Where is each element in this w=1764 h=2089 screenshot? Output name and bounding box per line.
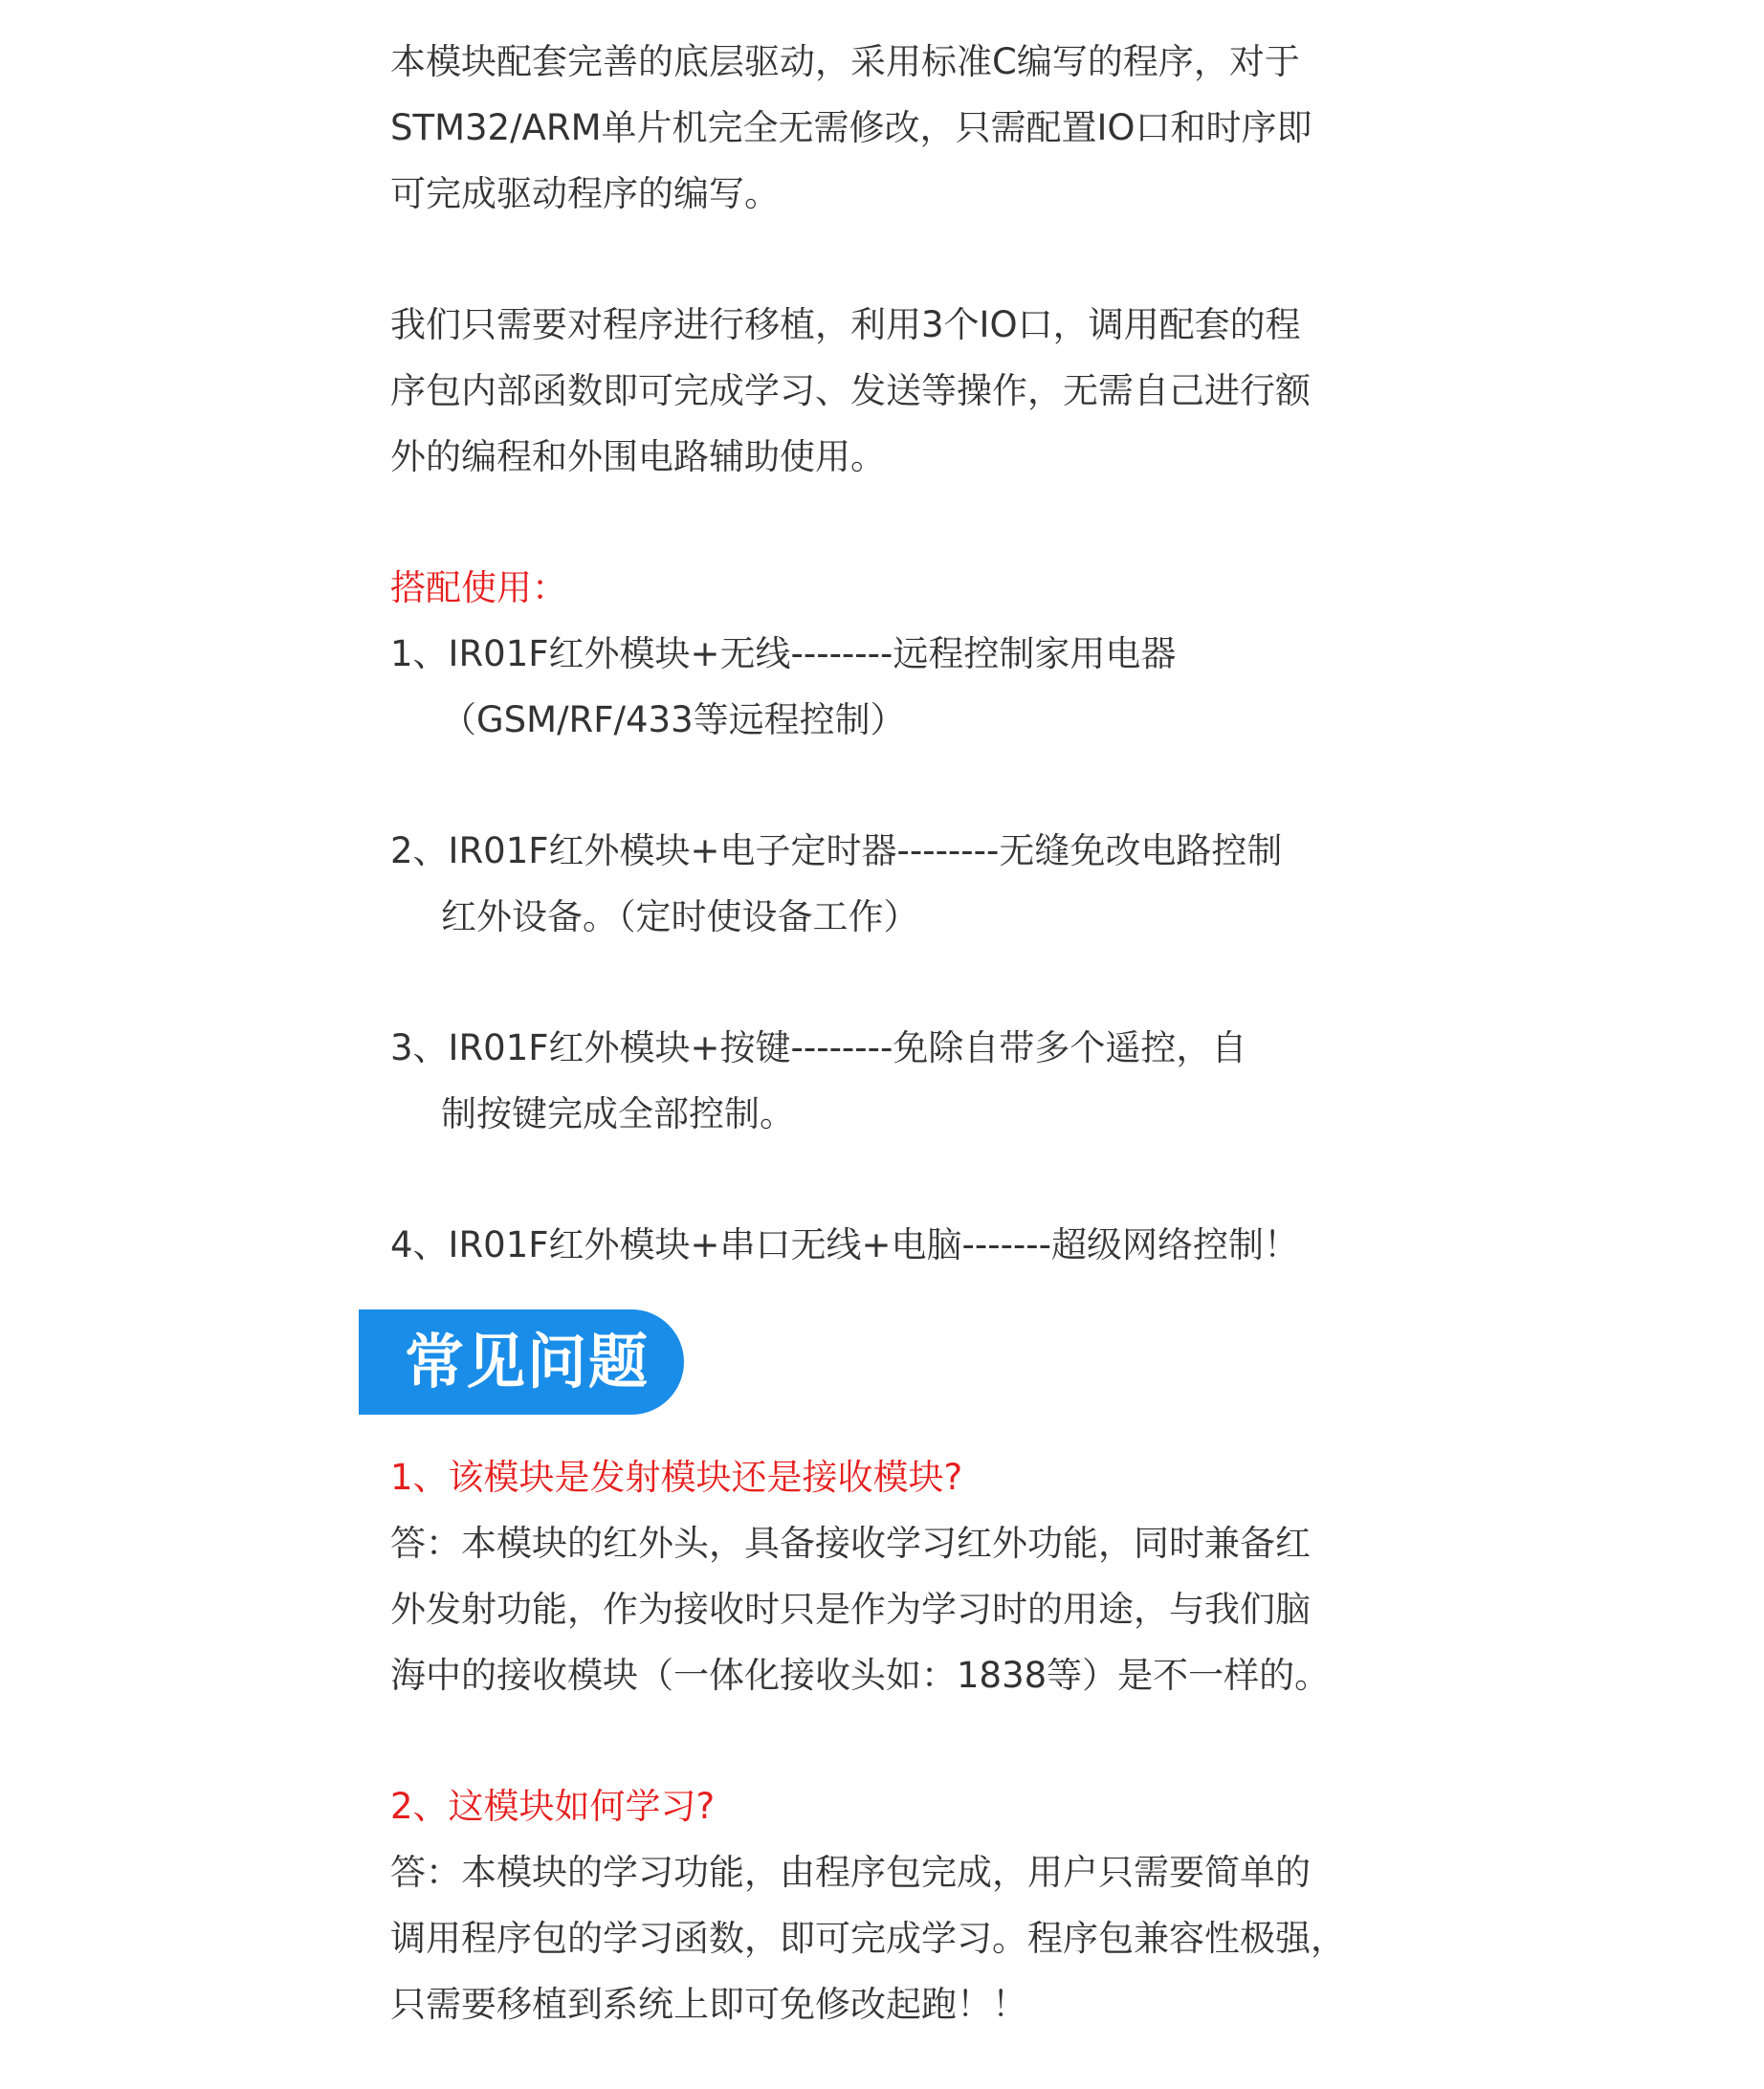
faq-answer-line: 海中的接收模块（一体化接收头如：1838等）是不一样的。: [390, 1655, 1331, 1696]
faq-answer-line: 答：本模块的学习功能，由程序包完成，用户只需要简单的: [390, 1852, 1311, 1893]
usage-heading: [390, 555, 1423, 621]
usage-item-line: 制按键完成全部控制。: [441, 1093, 795, 1134]
usage-item-line: 4、IR01F红外模块+串口无线+电脑-------超级网络控制！: [390, 1224, 1299, 1265]
faq-answer-2: [390, 1839, 1423, 2037]
intro-paragraph-2: [390, 292, 1423, 490]
text-line: STM32/ARM单片机完全无需修改，只需配置IO口和时序即: [390, 107, 1312, 148]
usage-heading-text: 搭配使用：: [390, 567, 567, 608]
faq-question-text: 1、该模块是发射模块还是接收模块?: [390, 1457, 963, 1498]
faq-answer-line: 只需要移植到系统上即可免修改起跑！！: [390, 1984, 1027, 2025]
intro-paragraph-1: [390, 29, 1423, 227]
faq-answer-line: 调用程序包的学习函数，即可完成学习。程序包兼容性极强，: [390, 1918, 1346, 1959]
text-line: 外的编程和外围电路辅助使用。: [390, 436, 886, 477]
usage-item-1: [390, 621, 1423, 753]
faq-question-1: [390, 1444, 1423, 1510]
text-line: 本模块配套完善的底层驱动，采用标准C编写的程序，对于: [390, 41, 1300, 82]
usage-item-line: 2、IR01F红外模块+电子定时器--------无缝免改电路控制: [390, 830, 1283, 871]
faq-answer-line: 外发射功能，作为接收时只是作为学习时的用途，与我们脑: [390, 1589, 1311, 1630]
usage-item-line: 红外设备。（定时使设备工作）: [441, 896, 919, 937]
usage-item-4: [390, 1212, 1423, 1278]
usage-item-3: [390, 1015, 1423, 1147]
faq-banner-title: 常见问题: [405, 1327, 650, 1396]
usage-item-line: （GSM/RF/433等远程控制）: [441, 699, 906, 740]
text-line: 我们只需要对程序进行移植，利用3个IO口，调用配套的程: [390, 304, 1301, 345]
faq-answer-1: [390, 1510, 1423, 1708]
usage-item-2: [390, 818, 1423, 950]
faq-answer-line: 答：本模块的红外头，具备接收学习红外功能，同时兼备红: [390, 1523, 1311, 1564]
faq-question-2: [390, 1773, 1423, 1839]
text-line: 可完成驱动程序的编写。: [390, 173, 780, 214]
faq-banner: [359, 1309, 684, 1415]
text-line: 序包内部函数即可完成学习、发送等操作，无需自己进行额: [390, 370, 1311, 411]
usage-item-line: 1、IR01F红外模块+无线--------远程控制家用电器: [390, 633, 1177, 674]
usage-item-line: 3、IR01F红外模块+按键--------免除自带多个遥控，自: [390, 1027, 1247, 1068]
faq-question-text: 2、这模块如何学习?: [390, 1786, 716, 1827]
